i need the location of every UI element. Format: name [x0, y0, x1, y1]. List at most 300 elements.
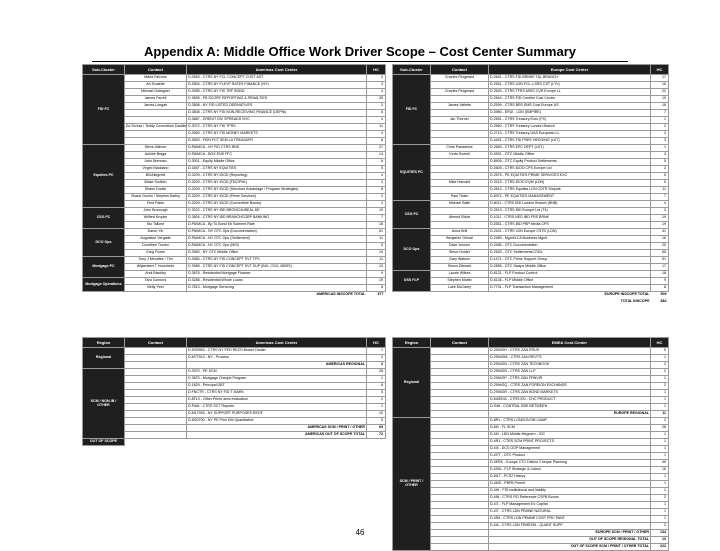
- hc-cell: 25: [367, 96, 386, 103]
- contact-cell: James Farrell: [125, 96, 187, 103]
- column-header: HC: [367, 65, 386, 75]
- table-row: [393, 152, 669, 159]
- contact-cell: [431, 537, 489, 544]
- hc-cell: 19: [367, 250, 386, 257]
- table-row: [83, 117, 386, 124]
- table-row: [393, 159, 669, 166]
- europe-inscope-table: [392, 64, 669, 306]
- table-row: [393, 264, 669, 271]
- contact-cell: Dorothee Trozen: [125, 243, 187, 250]
- table-row: [393, 208, 669, 215]
- table-row: [393, 117, 669, 124]
- contact-cell: Bill Allegretti: [125, 173, 187, 180]
- table-row: [83, 138, 386, 145]
- hc-cell: 27: [367, 145, 386, 152]
- hc-cell: 6: [367, 110, 386, 117]
- table-header-row: [83, 338, 386, 348]
- table-row: [393, 425, 669, 432]
- cost-center-cell: D.PAIMCA - NY OTC Ops (Documentation): [187, 229, 367, 236]
- hc-cell: 17: [651, 264, 669, 271]
- contact-cell: Paul Tickle: [431, 194, 489, 201]
- contact-cell: [125, 369, 187, 376]
- hc-cell: 2: [651, 362, 669, 369]
- hc-cell: 65: [651, 250, 669, 257]
- subtotal-value: 222: [651, 544, 669, 551]
- column-header: Region: [83, 338, 125, 348]
- contact-cell: Ahmed Eldob: [431, 215, 489, 222]
- hc-cell: 1: [651, 376, 669, 383]
- table-row: [83, 215, 386, 222]
- contact-cell: [125, 362, 187, 369]
- hc-cell: 1: [651, 453, 669, 460]
- table-row: [393, 348, 669, 355]
- cluster-label: DCO Ops: [83, 229, 125, 257]
- total-row: [393, 299, 669, 306]
- column-header: Contact: [431, 65, 489, 75]
- contact-cell: Tara Connors: [125, 278, 187, 285]
- table-row: [393, 502, 669, 509]
- table-row: [83, 376, 386, 383]
- table-row: [83, 236, 386, 243]
- cost-center-cell: D.2994GH - CTRS ZAN ERUS: [489, 348, 651, 355]
- cost-center-cell: D.3209 - CTRS NY IDOD (Reporting): [187, 173, 367, 180]
- contact-cell: [125, 131, 187, 138]
- cost-center-cell: D.2853 - CTRS NY FCL CONCEPT COST AST: [187, 75, 367, 82]
- cost-center-cell: D.M17993 - NY SUPPORT PURPOSES REOF: [187, 411, 367, 418]
- cost-center-cell: D.1011 - CTRS NED IBD FRS BRNK: [489, 215, 651, 222]
- cost-center-cell: D.1829 - Principal DBT: [187, 383, 367, 390]
- hc-cell: 28: [651, 425, 669, 432]
- cost-center-cell: D.FNCTR - CTRS NY FID T MARK: [187, 390, 367, 397]
- hc-cell: 2: [367, 75, 386, 82]
- table-row: [393, 383, 669, 390]
- cost-center-cell: D.PAIMCA - NY FID CTRS BNS: [187, 145, 367, 152]
- contact-cell: [431, 173, 489, 180]
- contact-cell: Blake Smithin: [125, 180, 187, 187]
- contact-cell: [431, 488, 489, 495]
- cost-center-cell: D.2856 - OTC Swaps Middle Office: [489, 264, 651, 271]
- table-row: [393, 110, 669, 117]
- hc-cell: 7: [651, 110, 669, 117]
- contact-cell: [125, 110, 187, 117]
- cost-center-cell: D.4591 - OTC Middle Office: [489, 152, 651, 159]
- cost-center-cell: D.8974 - PE EQUITIES MANAGEMENT: [489, 194, 651, 201]
- hc-cell: 18: [367, 222, 386, 229]
- hc-cell: 4: [367, 117, 386, 124]
- hc-cell: 9: [651, 278, 669, 285]
- table-row: [83, 82, 386, 89]
- contact-cell: Laurie Wilkes: [431, 271, 489, 278]
- table-row: [83, 397, 386, 404]
- table-row: [83, 369, 386, 376]
- cost-center-cell: D.8R1 - CTRS LONDON DB CAMP: [489, 418, 651, 425]
- contact-cell: Gary Watson: [431, 257, 489, 264]
- cost-center-cell: D.2456 - OTC Documentation: [489, 243, 651, 250]
- table-row: [83, 229, 386, 236]
- contact-cell: [431, 432, 489, 439]
- cost-center-cell: D.3980 - ERUI - LDN (EMPIRE): [489, 110, 651, 117]
- contact-cell: [431, 355, 489, 362]
- hc-cell: 2: [367, 103, 386, 110]
- cost-center-cell: D.3950 - CTRS NY FID MONEY MARKETS: [187, 131, 367, 138]
- cost-center-cell: D.2994GN - CTRS ZAN TECHBOOK: [489, 362, 651, 369]
- cost-center-cell: D.2994GN - CTRS ZAN LLP: [489, 369, 651, 376]
- subtotal-value: 69: [367, 425, 386, 432]
- hc-cell: 7: [651, 194, 669, 201]
- cluster-label: Equities PC: [83, 145, 125, 208]
- cost-center-cell: D.3072 - CTRS NY FID TFRS: [187, 124, 367, 131]
- hc-cell: 9: [367, 418, 386, 425]
- contact-cell: [431, 222, 489, 229]
- cost-center-cell: D.2541 - CTRS LDN FCL-c SRS CST (LTV): [489, 82, 651, 89]
- column-header: Region: [393, 338, 431, 348]
- hc-cell: 1: [651, 502, 669, 509]
- total-value: 509: [660, 292, 667, 297]
- hc-cell: 51: [651, 257, 669, 264]
- subtotal-value: 3: [367, 362, 386, 369]
- table-row: [393, 131, 669, 138]
- subtotal-value: 134: [651, 530, 669, 537]
- subtotal-label: AMERICAS REGIONAL: [187, 362, 367, 369]
- table-row: [83, 180, 386, 187]
- hc-cell: 3: [651, 152, 669, 159]
- hc-cell: 4: [651, 201, 669, 208]
- cluster-label: SCM / NON-IB / OTHER: [83, 369, 125, 439]
- cost-center-cell: D.3808 - CTRS NY FID NON-RECEIVING FINANCE (DEPNI): [187, 110, 367, 117]
- contact-cell: Luke McCarey: [431, 285, 489, 292]
- cost-center-cell: D.S48 - CONTRAL BSE BETWEEN: [489, 404, 651, 411]
- contact-cell: Fred Pablo: [125, 201, 187, 208]
- contact-cell: Tony J Menafee / Tim: [125, 257, 187, 264]
- cost-center-cell: D.PAIMCA - BOX ENS FFC: [187, 152, 367, 159]
- contact-cell: [431, 166, 489, 173]
- table-row: [83, 278, 386, 285]
- cluster-label: FID FC: [393, 75, 431, 145]
- table-row: [83, 222, 386, 229]
- hc-cell: 11: [367, 236, 386, 243]
- table-row: [393, 222, 669, 229]
- hc-cell: 1: [367, 348, 386, 355]
- contact-cell: Ashlee Braga: [125, 152, 187, 159]
- contact-cell: Shane Dunlin / Stephen Bailey: [125, 194, 187, 201]
- contact-cell: [431, 208, 489, 215]
- table-row: [393, 481, 669, 488]
- contact-cell: [431, 362, 489, 369]
- page-title: Appendix A: Middle Office Work Driver Scope – Cost Center Summary: [144, 44, 576, 59]
- subtotal-row: [83, 432, 386, 439]
- table-row: [393, 495, 669, 502]
- table-row: [393, 103, 669, 110]
- hc-cell: 3: [651, 208, 669, 215]
- cost-center-cell: D.4R8 - CTRS LDN PEMNE COST PRC PANT: [489, 516, 651, 523]
- hc-cell: 1: [651, 390, 669, 397]
- hc-cell: 2: [651, 383, 669, 390]
- column-header: Europe Cost Center: [489, 65, 651, 75]
- table-row: [393, 173, 669, 180]
- table-row: [393, 82, 669, 89]
- contact-cell: [125, 138, 187, 145]
- contact-cell: Anna Brill: [431, 229, 489, 236]
- hc-cell: 6: [367, 159, 386, 166]
- table-row: [83, 383, 386, 390]
- cost-center-cell: D.8I1T - PCS2 History: [489, 474, 651, 481]
- total-value: 884: [660, 299, 667, 304]
- subtotal-label: AMERICAS OUT OF SCOPE TOTAL: [187, 432, 367, 439]
- hc-cell: 22: [651, 89, 669, 96]
- column-header: Contact: [431, 338, 489, 348]
- cost-center-cell: D.3898 - NY FID LISTED DERIVATIVES: [187, 103, 367, 110]
- hc-cell: 2: [651, 369, 669, 376]
- table-row: [393, 75, 669, 82]
- table-row: [83, 152, 386, 159]
- hc-cell: 5: [367, 166, 386, 173]
- table-row: [83, 271, 386, 278]
- total-row: [83, 292, 386, 299]
- cost-center-cell: D.4ERK - Europe CTC District Cheque Planning: [489, 460, 651, 467]
- hc-cell: 5: [651, 173, 669, 180]
- table-row: [83, 131, 386, 138]
- cost-center-cell: D.3209 - CTRS NY IDOD (Prime Services): [187, 194, 367, 201]
- contact-cell: Kevin Burrell: [431, 152, 489, 159]
- table-row: [83, 390, 386, 397]
- table-row: [393, 194, 669, 201]
- section-footer-row: [83, 439, 386, 446]
- cost-center-cell: D.M4EDI4 - CTRS ED - CHC PRODUCT: [489, 397, 651, 404]
- hc-cell: 11: [367, 257, 386, 264]
- table-row: [83, 411, 386, 418]
- contact-cell: [431, 124, 489, 131]
- table-row: [393, 362, 669, 369]
- hc-cell: 1: [651, 355, 669, 362]
- contact-cell: [431, 159, 489, 166]
- contact-cell: Virgini Maddano: [125, 166, 187, 173]
- hc-cell: 2: [651, 166, 669, 173]
- contact-cell: Wijaenbert T Hochriede: [125, 264, 187, 271]
- cost-center-cell: D.3893 - FEIN FCT SEM LA TREASURY: [187, 138, 367, 145]
- hc-cell: 3: [367, 180, 386, 187]
- cost-center-cell: D.2401 - CTRS LDN Europe CSTD (LDN): [489, 229, 651, 236]
- hc-cell: 8: [367, 285, 386, 292]
- contact-cell: [431, 509, 489, 516]
- hc-cell: 1: [651, 481, 669, 488]
- column-header: HC: [651, 338, 669, 348]
- cluster-label: FID FC: [83, 75, 125, 145]
- cost-center-cell: D.4I7 - CTRS LDN PEMNE NATURAL: [489, 509, 651, 516]
- cost-center-cell: D.3970 - PE SCM: [187, 369, 367, 376]
- table-row: [83, 404, 386, 411]
- table-row: [393, 215, 669, 222]
- table-body: [83, 75, 386, 299]
- table-row: [393, 404, 669, 411]
- table-row: [83, 96, 386, 103]
- table-header-row: [83, 65, 386, 75]
- cost-center-cell: D.4I4 - CTRS LDN FEMEON - QUANT SUPP: [489, 523, 651, 530]
- table-row: [393, 187, 669, 194]
- total-value: 377: [377, 292, 384, 297]
- cost-center-cell: D.PAIMCA - NY OTC Ops (Settlement): [187, 236, 367, 243]
- subtotal-label: AMERICAS SCM / PRINT / OTHER: [187, 425, 367, 432]
- hc-cell: 1: [651, 145, 669, 152]
- cost-center-cell: D.3288 - Residential Whole Loans: [187, 278, 367, 285]
- contact-cell: [431, 467, 489, 474]
- table-row: [393, 243, 669, 250]
- hc-cell: 1: [651, 446, 669, 453]
- contact-cell: [125, 418, 187, 425]
- cost-center-cell: D.1471 - OTC Prime Support Group: [489, 257, 651, 264]
- hc-cell: 10: [367, 411, 386, 418]
- table-row: [83, 110, 386, 117]
- column-header: Contact: [125, 338, 187, 348]
- contact-cell: [431, 131, 489, 138]
- table-row: [83, 285, 386, 292]
- cost-center-cell: D.2669 - CTRS EPC DEPT (LDT): [489, 145, 651, 152]
- table-row: [393, 285, 669, 292]
- cost-center-cell: D.3876 - Residential Mortgage Finance: [187, 271, 367, 278]
- table-row: [393, 257, 669, 264]
- table-body: [393, 348, 669, 551]
- hc-cell: 7: [367, 215, 386, 222]
- cost-center-cell: D.3219 - CTRS IDOD EQM (LDN): [489, 180, 651, 187]
- cost-center-cell: D.8I0 - FL SCM: [489, 425, 651, 432]
- cost-center-cell: D.3209 - CTRS NY IDOD (Convertible Bonds): [187, 201, 367, 208]
- hc-cell: 2: [651, 523, 669, 530]
- contact-cell: [431, 425, 489, 432]
- hc-cell: 5: [367, 243, 386, 250]
- cost-center-cell: D.3985 - CTRS NY FID CONCEPT SVT SUP (BIO, CDO, MBSS): [187, 264, 367, 271]
- subtotal-row: [393, 411, 669, 418]
- hc-cell: 19: [651, 222, 669, 229]
- cost-center-cell: D.2489 - Mgmt/LCA Business Mgmt: [489, 236, 651, 243]
- cluster-label: Mortgage PC: [83, 257, 125, 278]
- contact-cell: [125, 376, 187, 383]
- hc-cell: 1: [651, 404, 669, 411]
- contact-cell: [125, 117, 187, 124]
- contact-cell: James Vallette: [431, 103, 489, 110]
- contact-cell: [431, 446, 489, 453]
- contact-cell: [431, 82, 489, 89]
- cost-center-cell: D.8131 - FLP Product Control: [489, 271, 651, 278]
- hc-cell: 6: [367, 383, 386, 390]
- contact-cell: Augustine Vergade: [125, 236, 187, 243]
- hc-cell: 3: [651, 131, 669, 138]
- cost-center-cell: D.8F10 - Other Prime area evaluation: [187, 397, 367, 404]
- table-row: [393, 418, 669, 425]
- contact-cell: [431, 348, 489, 355]
- cluster-label: Mortgage Operations: [83, 278, 125, 292]
- cost-center-cell: D.M77913 - NY - Process: [187, 355, 367, 362]
- cost-center-cell: D.3887 - CREDIT DIV SPREADS NYC: [187, 117, 367, 124]
- contact-cell: Andi Blackby: [125, 271, 187, 278]
- cost-center-cell: D.7813 - Mortgage Servicing: [187, 285, 367, 292]
- contact-cell: [431, 383, 489, 390]
- table-row: [83, 418, 386, 425]
- table-row: [393, 180, 669, 187]
- table-row: [83, 187, 386, 194]
- subtotal-row: [83, 362, 386, 369]
- americas-inscope-table: [82, 64, 386, 299]
- table-row: [83, 103, 386, 110]
- contact-cell: [125, 348, 187, 355]
- blank-cell: [125, 439, 386, 446]
- table-row: [83, 264, 386, 271]
- cost-center-cell: D.2575 - PE EQUITIES PRIME SERVICES EXC: [489, 173, 651, 180]
- hc-cell: 5: [651, 159, 669, 166]
- contact-cell: [125, 411, 187, 418]
- hc-cell: 16: [651, 82, 669, 89]
- cost-center-cell: D.PAIMCA - Bp To Bond Eb Solemnt Rate: [187, 222, 367, 229]
- cost-center-cell: D.4I7 - FLP Management Ex Capital: [489, 502, 651, 509]
- column-header: Americas Cost Center: [187, 65, 367, 75]
- hc-cell: 19: [367, 208, 386, 215]
- table-row: [83, 194, 386, 201]
- table-row: [83, 166, 386, 173]
- table-row: [393, 96, 669, 103]
- hc-cell: 9: [367, 271, 386, 278]
- hc-cell: 11: [651, 187, 669, 194]
- cluster-label: DCO Ops: [393, 229, 431, 271]
- hc-cell: 2: [367, 397, 386, 404]
- hc-cell: 18: [651, 271, 669, 278]
- cost-center-cell: D.3870 - Mortgage Cheque Program: [187, 376, 367, 383]
- contact-cell: [431, 544, 489, 551]
- table-row: [83, 89, 386, 96]
- cost-center-cell: D.PAIMCA - NY OTC Ops (MIS): [187, 243, 367, 250]
- table-row: [83, 173, 386, 180]
- cost-center-cell: D.8136 - FLP Middle Office: [489, 278, 651, 285]
- hc-cell: 16: [651, 103, 669, 110]
- cost-center-cell: D.4401 - CTRS FID FREE HEDGING (LKT): [489, 138, 651, 145]
- column-header: HC: [651, 65, 669, 75]
- cost-center-cell: D.2994GP - CTRS ZAN FRNVIR: [489, 376, 651, 383]
- hc-cell: 3: [651, 138, 669, 145]
- contact-cell: [431, 390, 489, 397]
- hc-cell: 19: [651, 96, 669, 103]
- hc-cell: 28: [367, 369, 386, 376]
- table-row: [393, 355, 669, 362]
- subtotal-row: [83, 425, 386, 432]
- hc-cell: 49: [651, 460, 669, 467]
- table-row: [393, 201, 669, 208]
- hc-cell: 11: [367, 124, 386, 131]
- contact-cell: Simon Ditmark: [431, 264, 489, 271]
- contact-cell: Michael Gallagher: [125, 89, 187, 96]
- contact-cell: [431, 376, 489, 383]
- table-row: [83, 145, 386, 152]
- hc-cell: 51: [367, 229, 386, 236]
- cluster-label: DSS FLP: [393, 271, 431, 292]
- hc-cell: 2: [367, 355, 386, 362]
- hc-cell: 4: [367, 131, 386, 138]
- table-row: [393, 397, 669, 404]
- cost-center-cell: D.2715 - CTRS Treasury UAS European LL: [489, 131, 651, 138]
- hc-cell: 2: [651, 418, 669, 425]
- table-row: [83, 243, 386, 250]
- cost-center-cell: D.4I7T - OTC Product: [489, 453, 651, 460]
- contact-cell: John Brennan: [125, 159, 187, 166]
- table-row: [393, 145, 669, 152]
- subtotal-value: 13: [651, 537, 669, 544]
- hc-cell: 4: [367, 89, 386, 96]
- contact-cell: [125, 355, 187, 362]
- table-row: [83, 208, 386, 215]
- subtotal-label: EUROPE SCM / PRINT / OTHER: [489, 530, 651, 537]
- contact-cell: [431, 110, 489, 117]
- cost-center-cell: D.4I0 - LDN Middle Megnem - IOC: [489, 432, 651, 439]
- cost-center-cell: D.2543 - OTC SettlementsCOGs: [489, 250, 651, 257]
- cost-center-cell: D.4I4 - DCS OOP Management: [489, 446, 651, 453]
- contact-cell: Shane Dunlin: [125, 187, 187, 194]
- hc-cell: 1: [651, 117, 669, 124]
